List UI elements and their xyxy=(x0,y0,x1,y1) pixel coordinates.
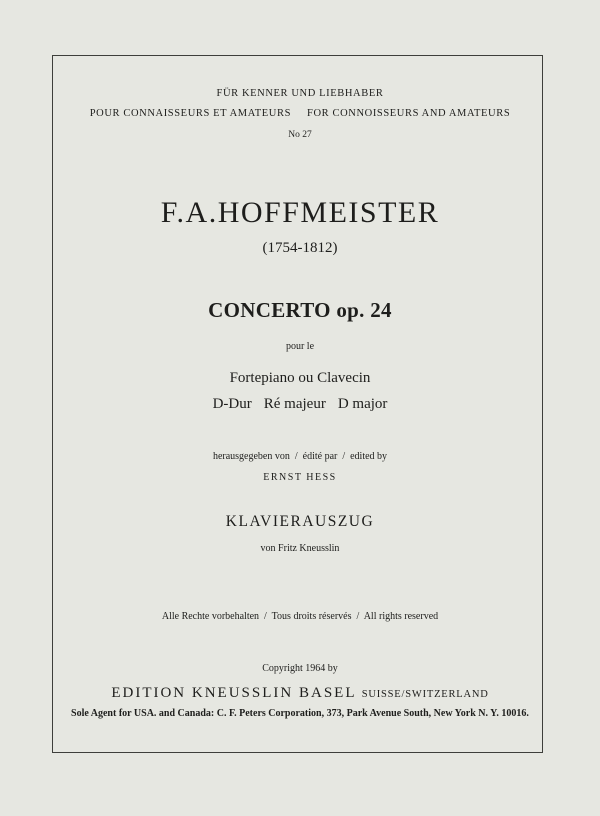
work-title: CONCERTO op. 24 xyxy=(208,298,392,322)
key-line xyxy=(0,396,600,413)
pour-le-text: pour le xyxy=(285,341,315,352)
instrument-text: Fortepiano ou Clavecin xyxy=(229,370,371,386)
key-french: Ré majeur xyxy=(263,396,326,412)
composer-dates: (1754-1812) xyxy=(262,240,338,256)
series-number: No 27 xyxy=(288,130,312,140)
copyright-text: Copyright 1964 by xyxy=(262,663,338,674)
key-german: D-Dur xyxy=(212,396,252,412)
reduction-title: KLAVIERAUSZUG xyxy=(225,513,375,530)
edited-by-text: herausgegeben von / édité par / edited by xyxy=(212,451,388,462)
series-title-english: FOR CONNOISSEURS AND AMATEURS xyxy=(307,108,511,119)
series-title-german: FÜR KENNER UND LIEBHABER xyxy=(216,88,384,99)
series-title-french: POUR CONNAISSEURS ET AMATEURS xyxy=(89,108,292,119)
publisher-line xyxy=(0,685,600,702)
rights-text: Alle Rechte vorbehalten / Tous droits réservés / All rights reserved xyxy=(161,611,439,622)
series-title-fr-en xyxy=(0,108,600,119)
publisher-country: SUISSE/SWITZERLAND xyxy=(361,689,489,700)
composer-name: F.A.HOFFMEISTER xyxy=(160,196,440,229)
sole-agent-text: Sole Agent for USA. and Canada: C. F. Peters Corporation, 373, Park Avenue South, New York N. Y. 10016. xyxy=(71,708,529,719)
publisher-name: EDITION KNEUSSLIN BASEL xyxy=(111,685,356,701)
arranger-text: von Fritz Kneusslin xyxy=(260,543,340,554)
key-english: D major xyxy=(337,396,388,412)
editor-name: ERNST HESS xyxy=(263,472,337,483)
